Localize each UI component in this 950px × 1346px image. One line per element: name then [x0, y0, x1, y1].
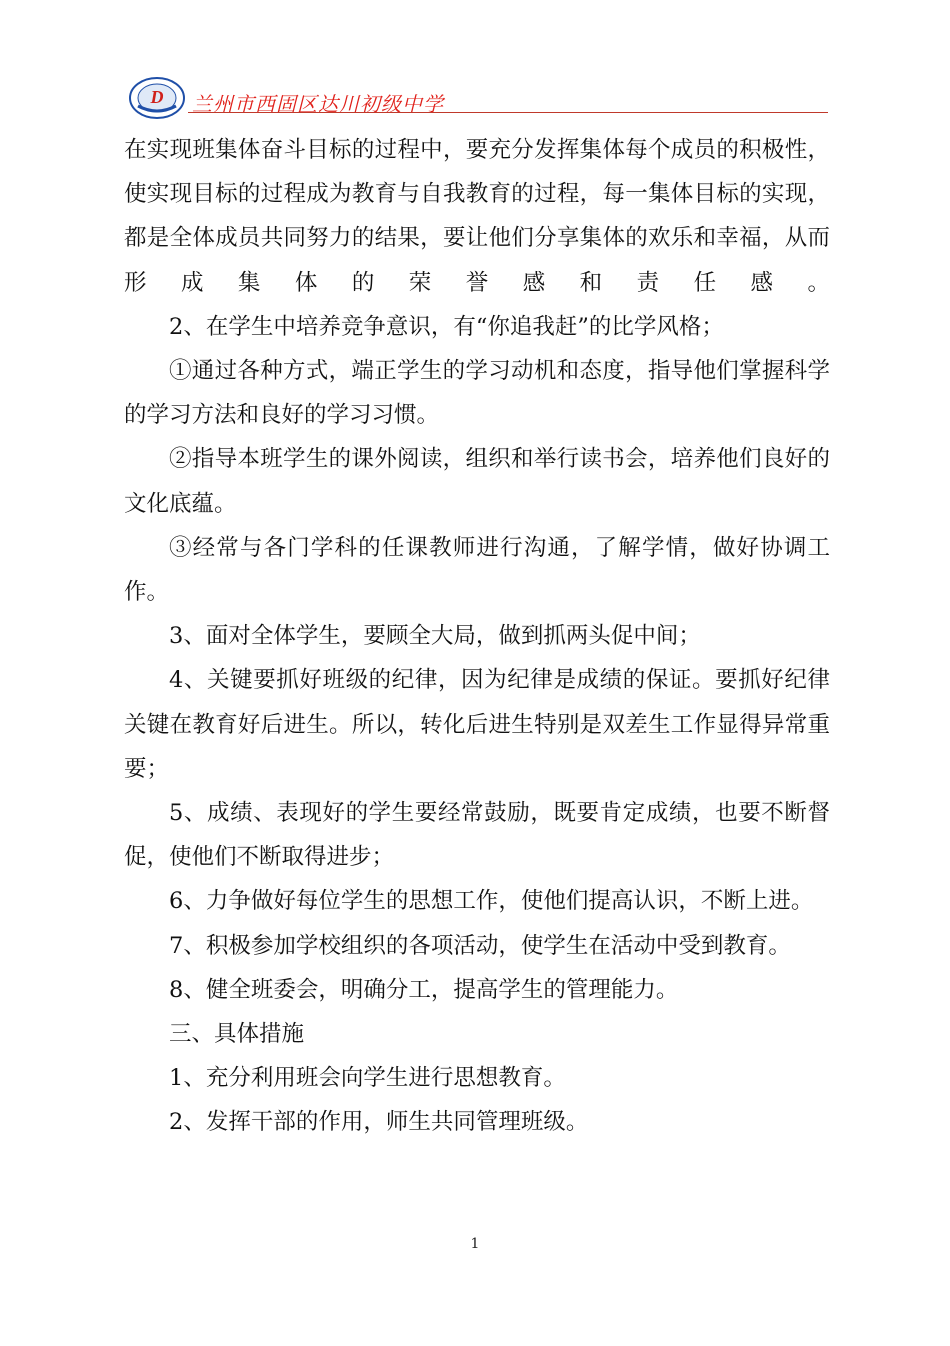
paragraph-discipline: 4、关键要抓好班级的纪律，因为纪律是成绩的保证。要抓好纪律关键在教育好后进生。所以，转化后进生特别是双差生工作显得异常重要； — [124, 667, 830, 782]
paragraph-class-meeting: 1、充分利用班会向学生进行思想教育。 — [169, 1065, 566, 1092]
school-logo-icon — [128, 76, 186, 120]
paragraph-encouragement: 5、成绩、表现好的学生要经常鼓励，既要肯定成绩，也要不断督促，使他们不断取得进步； — [124, 800, 830, 871]
paragraph-activities: 7、积极参加学校组织的各项活动，使学生在活动中受到教育。 — [169, 932, 791, 959]
paragraph-teacher-communication: ③经常与各门学科的任课教师进行沟通，了解学情，做好协调工作。 — [124, 534, 830, 606]
page-header — [128, 76, 828, 122]
paragraph-ideological-work: 6、力争做好每位学生的思想工作，使他们提高认识，不断上进。 — [169, 888, 814, 915]
paragraph-whole-class: 3、面对全体学生，要顾全大局，做到抓两头促中间； — [169, 623, 701, 650]
svg-text:D: D — [150, 87, 164, 107]
header-rule — [188, 112, 828, 113]
page-number: 1 — [470, 1236, 480, 1252]
paragraph-class-committee: 8、健全班委会，明确分工，提高学生的管理能力。 — [169, 976, 679, 1003]
paragraph-class-leaders: 2、发挥干部的作用，师生共同管理班级。 — [169, 1109, 589, 1136]
paragraph-learning-motivation: ①通过各种方式，端正学生的学习动机和态度，指导他们掌握科学的学习方法和良好的学习习惯。 — [124, 358, 830, 429]
document-body — [124, 128, 830, 1145]
paragraph-reading: ②指导本班学生的课外阅读，组织和举行读书会，培养他们良好的文化底蕴。 — [124, 446, 830, 517]
school-name: 兰州市西固区达川初级中学 — [192, 92, 444, 116]
paragraph-competition: 2、在学生中培养竞争意识，有“你追我赶”的比学风格； — [169, 313, 724, 340]
paragraph-collective-goal: 在实现班集体奋斗目标的过程中，要充分发挥集体每个成员的积极性，使实现目标的过程成为教育与自我教育的过程，每一集体目标的实现，都是全体成员共同努力的结果，要让他们分享集体的欢乐和幸福，从而形成集体的荣誉感和责任感。 — [124, 137, 830, 296]
section-heading-measures: 三、具体措施 — [169, 1021, 305, 1048]
